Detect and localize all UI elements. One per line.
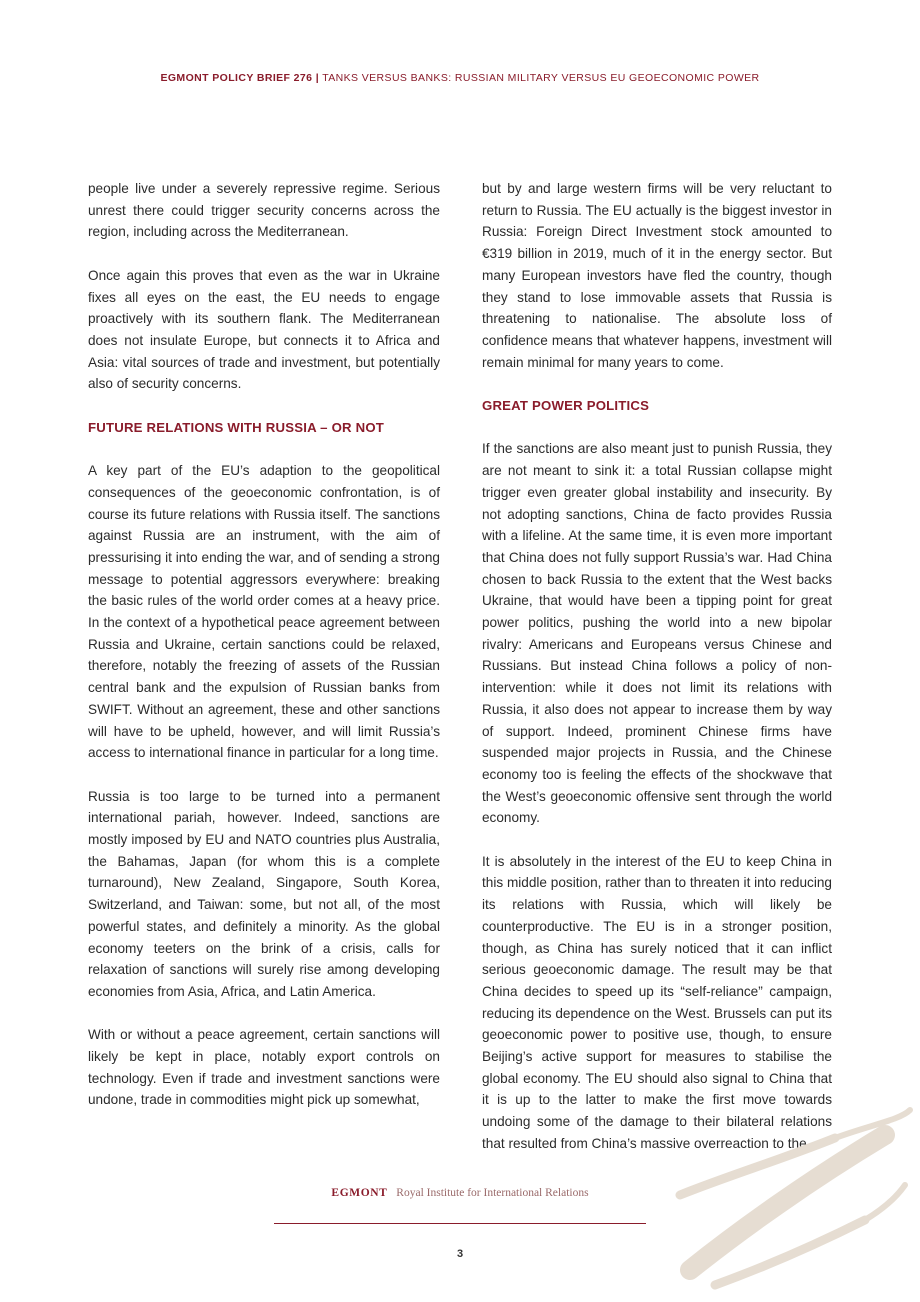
page-number: 3 [456, 1248, 464, 1260]
paragraph: but by and large western firms will be very reluctant to return to Russia. The EU actually is the biggest investor in Russia: Foreign Direct Investment stock amounted to €319 billion in 2019, much of it in the energy sector. But many European investors have fled the country, though they stand to lose immovable assets that Russia is threatening to nationalise. The absolute loss of confidence means that whatever happens, investment will remain minimal for many years to come. [482, 181, 832, 370]
footer-brand-subtitle: Royal Institute for International Relations [396, 1187, 589, 1199]
footer-divider [274, 1223, 646, 1224]
paragraph: If the sanctions are also meant just to punish Russia, they are not meant to sink it: a total Russian collapse might trigger even greater global instability and insecurity. By not adopting sanctions, China de facto provides Russia with a lifeline. At the same time, it is even more important that China does not fully support Russia’s war. Had China chosen to back Russia to the extent that the West backs Ukraine, that would have been a tipping point for great power politics, pushing the world into a new bipolar rivalry: Americans and Europeans versus Chinese and Russians. But instead China follows a policy of non-intervention: while it does not limit its relations with Russia, it also does not appear to increase them by way of support. Indeed, prominent Chinese firms have suspended major projects in Russia, and the Chinese economy too is feeling the effects of the shockwave that the West’s geoeconomic offensive sent through the world economy. [482, 441, 832, 826]
paragraph: With or without a peace agreement, certain sanctions will likely be kept in place, notably export controls on technology. Even if trade and investment sanctions were undone, trade in commodities might pick up somewhat, [88, 1027, 440, 1108]
footer-brand-name: EGMONT [331, 1187, 388, 1199]
paragraph: A key part of the EU’s adaption to the geopolitical consequences of the geoeconomic confrontation, is of course its future relations with Russia itself. The sanctions against Russia are an instrument, with the aim of pressurising it into ending the war, and of sending a strong message to potential aggressors everywhere: breaking the basic rules of the world order comes at a heavy price. In the context of a hypothetical peace agreement between Russia and Ukraine, certain sanctions could be relaxed, therefore, notably the freezing of assets of the Russian central bank and the expulsion of Russian banks from SWIFT. Without an agreement, these and other sanctions will have to be upheld, however, and will limit Russia’s access to international finance in particular for a long time. [88, 463, 440, 761]
section-heading: FUTURE RELATIONS WITH RUSSIA – OR NOT [88, 419, 385, 435]
paragraph: people live under a severely repressive regime. Serious unrest there could trigger security concerns across the region, including across the Mediterranean. [88, 181, 440, 240]
left-column [88, 178, 440, 1133]
paragraph: It is absolutely in the interest of the EU to keep China in this middle position, rather than to threaten it into reducing its relations with Russia, which will likely be counterproductive. The EU is in a stronger position, though, as China has surely noticed that it can inflict serious geoeconomic damage. The result may be that China decides to speed up its “self-reliance” campaign, reducing its dependence on the West. Brussels can put its geoeconomic power to positive use, though, to ensure Beijing’s active support for measures to stabilise the global economy. The EU should also signal to China that it is up to the latter to make the first move towards undoing some of the damage to their bilateral relations that resulted from China’s massive overreaction to the [482, 853, 832, 1151]
paragraph: Once again this proves that even as the war in Ukraine fixes all eyes on the east, the EU needs to engage proactively with its southern flank. The Mediterranean does not insulate Europe, but connects it to Africa and Asia: vital sources of trade and investment, but potentially also of security concerns. [88, 267, 440, 392]
section-heading: GREAT POWER POLITICS [482, 398, 650, 414]
header-title: TANKS VERSUS BANKS: RUSSIAN MILITARY VERSUS EU GEOECONOMIC POWER [322, 72, 760, 84]
paragraph: Russia is too large to be turned into a permanent international pariah, however. Indeed, sanctions are mostly imposed by EU and NATO countries plus Australia, the Bahamas, Japan (for whom this is a complete turnaround), New Zealand, Singapore, South Korea, Switzerland, and Taiwan: some, but not all, of the most powerful states, and definitely a minority. As the global economy teeters on the brink of a crisis, calls for relaxation of sanctions will surely rise among developing economies from Asia, Africa, and Latin America. [88, 788, 440, 999]
running-header [0, 72, 920, 84]
footer-brand [0, 1187, 920, 1199]
header-brand: EGMONT POLICY BRIEF 276 | [160, 72, 320, 84]
right-column [482, 178, 832, 1176]
